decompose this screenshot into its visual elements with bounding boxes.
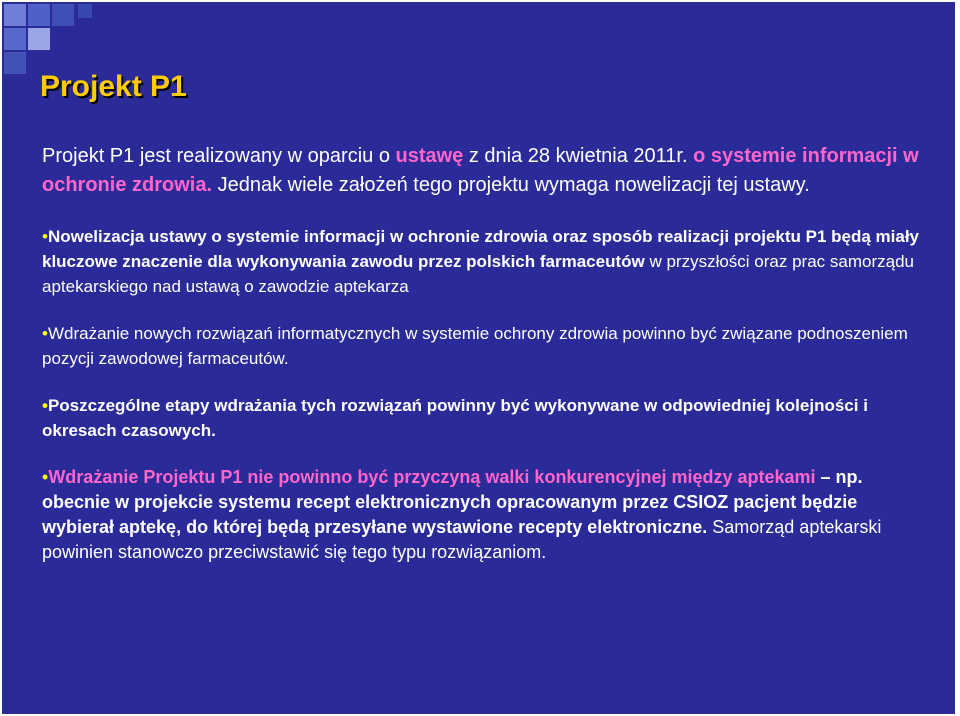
implementation-text: Wdrażanie nowych rozwiązań informatycznych w systemie ochrony zdrowia powinno być związane podnoszeniem pozycji zawodowej farmaceutów. <box>42 324 908 368</box>
slide <box>2 2 955 714</box>
intro-text-end: Jednak wiele założeń tego projektu wymaga nowelizacji tej ustawy. <box>212 174 810 196</box>
decor-square <box>4 52 26 74</box>
decor-square <box>4 4 26 26</box>
amendment-rest: w przyszłości oraz prac samorządu aptekarskiego nad ustawą o zawodzie aptekarza <box>42 252 914 296</box>
paragraph-intro <box>42 142 922 200</box>
amendment-bold: Nowelizacja ustawy o systemie informacji w ochronie zdrowia oraz sposób realizacji projektu P1 będą miały kluczowe znaczenie dla wykonywania zawodu przez polskich farmaceutów <box>42 227 920 271</box>
decor-square <box>52 4 74 26</box>
paragraph-stages <box>42 393 922 443</box>
paragraph-competition <box>42 465 922 565</box>
decor-square <box>28 4 50 26</box>
paragraph-amendment <box>42 224 922 299</box>
competition-pink: Wdrażanie Projektu P1 nie powinno być przyczyną walki konkurencyjnej między aptekami <box>48 467 816 487</box>
competition-rest: Samorząd aptekarski powinien stanowczo przeciwstawić się tego typu rozwiązaniom. <box>42 517 882 562</box>
stages-text: Poszczególne etapy wdrażania tych rozwiązań powinny być wykonywane w odpowiedniej kolejności i okresach czasowych. <box>42 396 868 440</box>
bullet: • <box>42 396 48 415</box>
bullet: • <box>42 324 48 343</box>
slide-title: Projekt P1 <box>40 70 187 103</box>
bullet: • <box>42 227 48 246</box>
competition-bold: – np. obecnie w projekcie systemu recept elektronicznych opracowanym przez CSIOZ pacjent będzie wybierał aptekę, do której będą przesyłane wystawione recepty elektroniczne. <box>42 467 863 537</box>
slide-body <box>42 142 922 565</box>
decor-square <box>4 28 26 50</box>
intro-highlight-title: o systemie informacji w ochronie zdrowia. <box>42 145 919 196</box>
intro-text: Projekt P1 jest realizowany w oparciu o <box>42 145 396 167</box>
bullet: • <box>42 467 49 487</box>
intro-text-date: z dnia 28 kwietnia 2011r. <box>463 145 694 167</box>
intro-highlight-law: ustawę <box>395 145 464 167</box>
decor-square <box>28 28 50 50</box>
decor-square <box>78 4 92 18</box>
paragraph-implementation <box>42 321 922 371</box>
